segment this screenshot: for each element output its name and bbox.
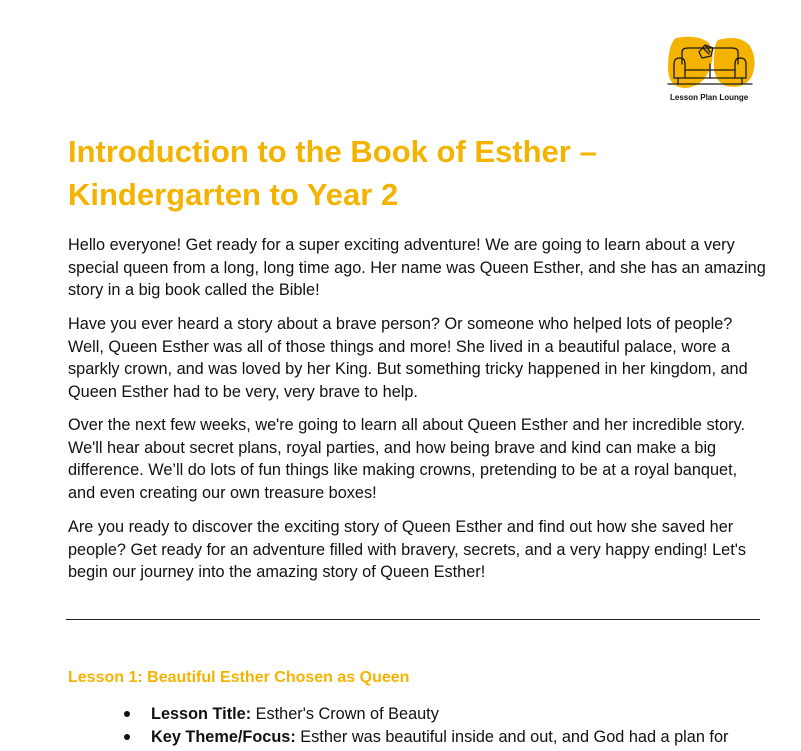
list-item (122, 726, 762, 749)
intro-paragraph-2: Have you ever heard a story about a brave person? Or someone who helped lots of people? Well, Queen Esther was all of those things and more! She lived in a beautiful palace, wore a sparkly crown, and was loved by her King. But something tricky happened in her kingdom, and Queen Esther had to be very, very brave to help. (68, 315, 748, 401)
lesson-1-heading: Lesson 1: Beautiful Esther Chosen as Queen (68, 669, 410, 686)
logo-text: Lesson Plan Lounge (670, 93, 749, 102)
intro-paragraph-4: Are you ready to discover the exciting story of Queen Esther and find out how she saved her people? Get ready for an adventure filled with bravery, secrets, and a very happy ending! Let's begin our journey into the amazing story of Queen Esther! (68, 518, 746, 581)
logo (666, 34, 758, 104)
section-divider (66, 619, 760, 620)
sofa-icon (666, 34, 758, 92)
lesson-1-details (122, 703, 762, 749)
list-item (122, 703, 762, 726)
lesson-title-value: Esther's Crown of Beauty (255, 705, 439, 723)
key-theme-label: Key Theme/Focus: (151, 728, 296, 746)
lesson-title-label: Lesson Title: (151, 705, 252, 723)
key-theme-value: Esther was beautiful inside and out, and God had a plan for (300, 728, 729, 746)
intro-paragraph-3: Over the next few weeks, we're going to learn all about Queen Esther and her incredible story. We'll hear about secret plans, royal parties, and how being brave and kind can make a big difference. We’ll do lots of fun things like making crowns, pretending to be at a royal banquet, and even creating our own treasure boxes! (68, 416, 746, 502)
intro-paragraph-1: Hello everyone! Get ready for a super exciting adventure! We are going to learn about a very special queen from a long, long time ago. Her name was Queen Esther, and she has an amazing story in a big book called the Bible! (68, 236, 766, 299)
page-title: Introduction to the Book of Esther – Kindergarten to Year 2 (68, 134, 597, 212)
